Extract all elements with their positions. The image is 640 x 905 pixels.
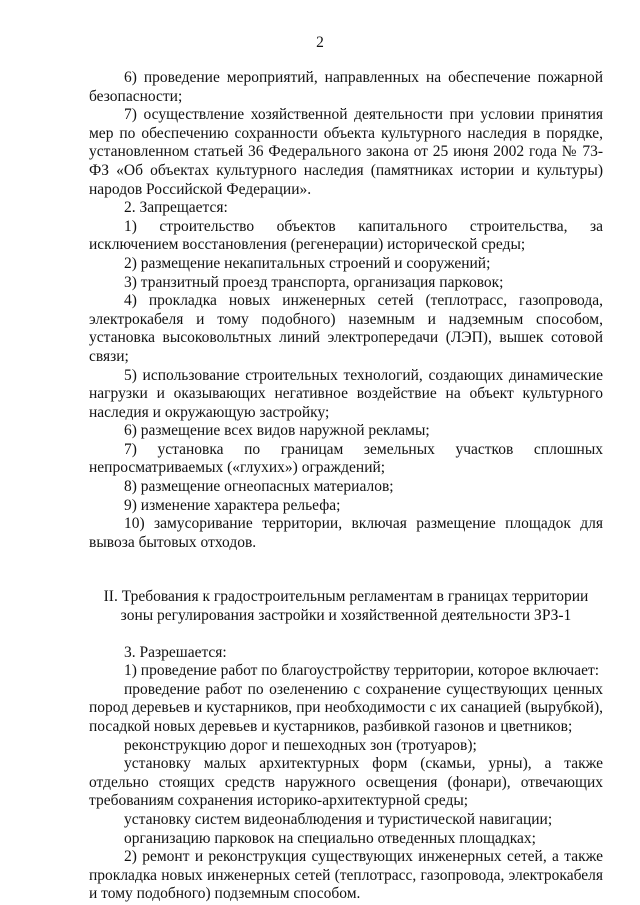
paragraph: организацию парковок на специально отведенных площадках; [124,829,536,847]
paragraph: 5) использование строительных технологий, создающих динамические нагрузки и оказывающих негативное воздействие на объект культурного наследия и окружающую застройку; [89,366,603,421]
paragraph: 10) замусоривание территории, включая размещение площадок для вывоза бытовых отходов. [89,515,603,551]
paragraph: 4) прокладка новых инженерных сетей (теплотрасс, газопровода, электрокабеля и тому подобного) наземным и надземным способом, установка высоковольтных линий электропередачи (ЛЭП), вышек сотовой связи; [89,292,603,365]
paragraph: 2) ремонт и реконструкция существующих инженерных сетей, а также прокладка новых инженерных сетей (теплотрасс, газопровода, электрокабеля и тому подобного) подземным способом. [89,848,603,903]
paragraph: 6) размещение всех видов наружной рекламы; [124,422,430,440]
paragraph: 1) проведение работ по благоустройству территории, которое включает: [124,662,600,680]
section-heading-line: II. Требования к градостроительным регламентам в границах территории [103,588,589,606]
paragraph: 1) строительство объектов капитального строительства, за исключением восстановления (регенерации) исторической среды; [89,217,603,254]
section-heading-line: зоны регулирования застройки и хозяйственной деятельности ЗРЗ-1 [120,607,572,625]
paragraph: 6) проведение мероприятий, направленных на обеспечение пожарной безопасности; [89,69,603,105]
section-permitted-prohibited [89,69,603,552]
section-allowed [89,644,603,904]
paragraph: 7) осуществление хозяйственной деятельности при условии принятия мер по обеспечению сохранности объекта культурного наследия в порядке, установленном статьей 36 Федерального закона от 25 июня 2002 года № 73-ФЗ «Об объектах культурного наследия (памятниках истории и культуры) народов Российской Федерации». [89,106,603,198]
paragraph: 7) установка по границам земельных участков сплошных непросматриваемых («глухих») ограждений; [89,440,603,477]
spacer [89,552,603,588]
spacer [89,626,603,644]
paragraph: реконструкцию дорог и пешеходных зон (тротуаров); [124,736,477,754]
section-heading [89,588,603,625]
paragraph: 2) размещение некапитальных строений и сооружений; [124,254,491,272]
paragraph: проведение работ по озеленению с сохранение существующих ценных пород деревьев и кустарников, при необходимости с их санацией (вырубкой), посадкой новых деревьев и кустарников, разбивкой газонов и цветников; [89,680,603,735]
paragraph: 2. Запрещается: [124,199,228,217]
paragraph: 3) транзитный проезд транспорта, организация парковок; [124,273,504,291]
paragraph: установку малых архитектурных форм (скамьи, урны), а также отдельно стоящих средств наружного освещения (фонари), отвечающих требованиям сохранения историко-архитектурной среды; [89,755,603,810]
paragraph: 8) размещение огнеопасных материалов; [124,478,394,496]
paragraph: установку систем видеонаблюдения и туристической навигации; [124,810,553,828]
paragraph: 3. Разрешается: [124,643,227,661]
page-number: 2 [316,34,324,51]
paragraph: 9) изменение характера рельефа; [124,496,341,514]
document-body [89,69,603,904]
